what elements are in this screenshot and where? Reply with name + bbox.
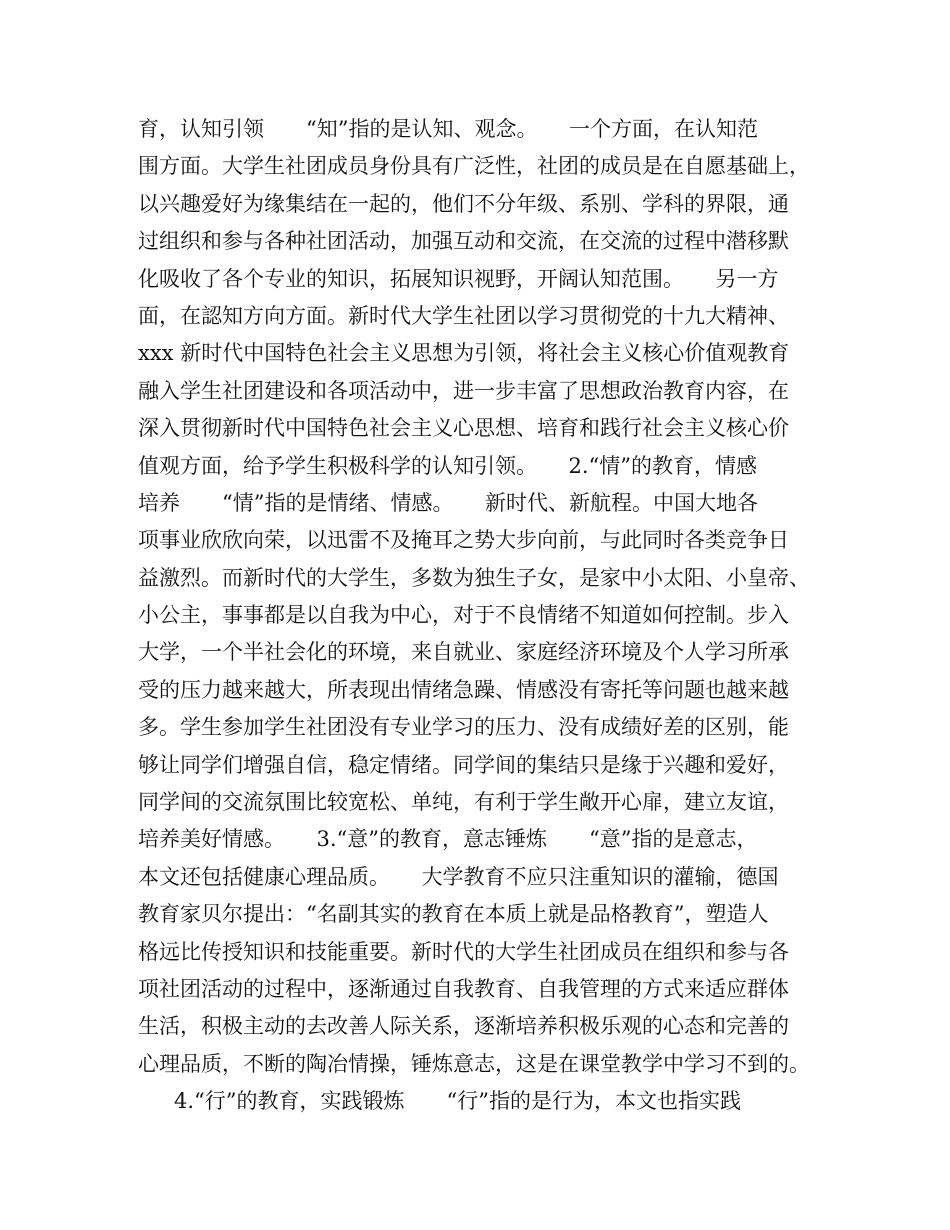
text-line: 同学间的交流氛围比较宽松、单纯，有利于学生敞开心扉，建立友谊， [138, 790, 789, 815]
text-line: 大学，一个半社会化的环境，来自就业、家庭经济环境及个人学习所承 [138, 640, 789, 665]
text-line: 本文还包括健康心理品质。 大学教育不应只注重知识的灌输，德国 [138, 864, 779, 889]
text-line: 够让同学们增强自信，稳定情绪。同学间的集结只是缘于兴趣和爱好， [138, 752, 789, 777]
text-line: 益激烈。而新时代的大学生，多数为独生子女，是家中小太阳、小皇帝、 [138, 565, 810, 590]
text-line: 面，在認知方向方面。新时代大学生社团以学习贯彻党的十九大精神、 [138, 303, 789, 328]
text-line: 多。学生参加学生社团没有专业学习的压力、没有成绩好差的区别，能 [138, 715, 789, 740]
text-line: xxx 新时代中国特色社会主义思想为引领，将社会主义核心价值观教育 [138, 341, 790, 366]
text-line: 心理品质，不断的陶冶情操，锤炼意志，这是在课堂教学中学习不到的。 [138, 1051, 810, 1076]
text-line: 小公主，事事都是以自我为中心，对于不良情绪不知道如何控制。步入 [138, 603, 789, 628]
text-line: 培养 “情”指的是情绪、情感。 新时代、新航程。中国大地各 [138, 490, 758, 515]
text-line: 受的压力越来越大，所表现出情绪急躁、情感没有寄托等问题也越来越 [138, 677, 789, 702]
text-line: 值观方面，给予学生积极科学的认知引领。 2.“情”的教育，情感 [138, 453, 758, 478]
body-text [138, 111, 838, 1121]
text-line: 育，认知引领 “知”指的是认知、观念。 一个方面，在认知范 [138, 117, 758, 141]
text-line: 融入学生社团建设和各项活动中，进一步丰富了思想政治教育内容，在 [138, 378, 789, 403]
text-line: 4.“行”的教育，实践锻炼 “行”指的是行为，本文也指实践 [174, 1089, 741, 1114]
text-line: 过组织和参与各种社团活动，加强互动和交流，在交流的过程中潜移默 [138, 229, 789, 254]
text-line: 项社团活动的过程中，逐渐通过自我教育、自我管理的方式来适应群体 [138, 976, 789, 1001]
text-line: 格远比传授知识和技能重要。新时代的大学生社团成员在组织和参与各 [138, 939, 789, 964]
text-line: 深入贯彻新时代中国特色社会主义心思想、培育和践行社会主义核心价 [138, 416, 789, 441]
text-line: 生活，积极主动的去改善人际关系，逐渐培养积极乐观的心态和完善的 [138, 1014, 789, 1039]
text-line: 教育家贝尔提出：“名副其实的教育在本质上就是品格教育”，塑造人 [138, 902, 769, 927]
text-line: 围方面。大学生社团成员身份具有广泛性，社团的成员是在自愿基础上， [138, 154, 810, 179]
text-line: 化吸收了各个专业的知识，拓展知识视野，开阔认知范围。 另一方 [138, 266, 779, 291]
text-line: 项事业欣欣向荣，以迅雷不及掩耳之势大步向前，与此同时各类竞争日 [138, 528, 789, 553]
text-line: 培养美好情感。 3.“意”的教育，意志锤炼 “意”指的是意志， [138, 827, 758, 852]
text-line: 以兴趣爱好为缘集结在一起的，他们不分年级、系别、学科的界限，通 [138, 191, 789, 216]
